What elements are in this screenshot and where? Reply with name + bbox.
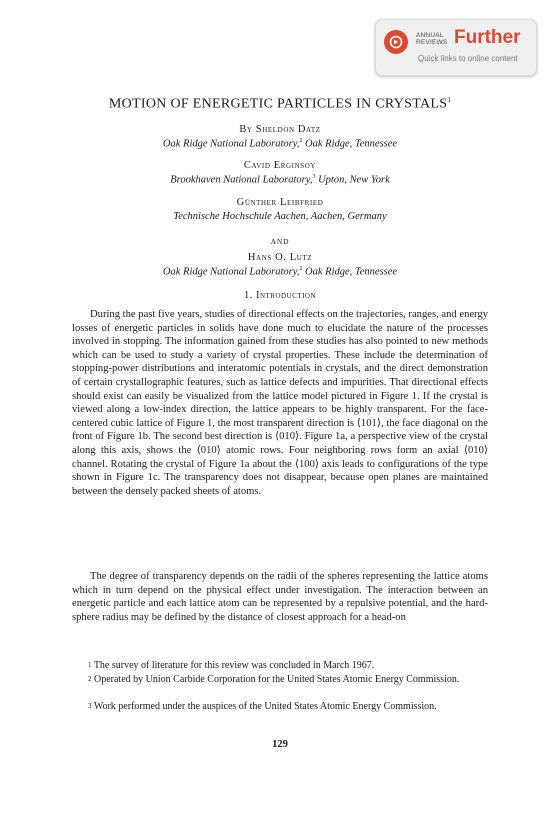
author-name: Günther Leibfried <box>236 197 324 208</box>
and-separator: AND <box>270 237 290 246</box>
author-name: Hans O. Lutz <box>247 252 313 263</box>
footnote <box>72 673 488 686</box>
section-heading: 1. Introduction <box>243 290 317 301</box>
footnote-mark: 3 <box>88 702 92 710</box>
author-name: By Sheldon Datz <box>239 124 321 135</box>
badge-publisher-bottom: REVIEWS <box>416 39 448 46</box>
badge-publisher <box>416 32 447 46</box>
badge-tagline[interactable]: Quick links to online content <box>418 54 518 63</box>
article-title-text: MOTION OF ENERGETIC PARTICLES IN CRYSTALS <box>108 96 448 112</box>
badge-brand: Further <box>454 27 521 48</box>
footnote-mark: 2 <box>88 675 92 683</box>
author-affiliation: Brookhaven National Laboratory,$^3$ Upton, New York <box>170 174 390 186</box>
body-paragraph: During the past five years, studies of directional effects on the trajectories, ranges, and energy losses of energetic particles in solids have done much to elucidate the nature of the processes involved in stopping. The information gained from these studies has also pointed to new methods which can be used to study a variety of crystal properties. These include the determination of stopping-power distributions and interatomic potentials in crystals, and the direct demonstration of certain crystallographic features, such as lattice defects and impurities. That directional effects should exist can easily be visualized from the lattice model pictured in Figure 1. If the crystal is viewed along a low-index direction, the lattice appears to be highly transparent. For the face-centered cubic lattice of Figure 1, the most transparent direction is ⟨101⟩, the face diagonal on the front of Figure 1b. The second best direction is ⟨010⟩. Figure 1a, a perspective view of the crystal along this axis, shows the ⟨010⟩ atomic rows. Four neighboring rows form an axial ⟨010⟩ channel. Rotating the crystal of Figure 1a about the ⟨100⟩ axis leads to configurations of the type shown in Figure 1c. The transparency does not disappear, because open planes are maintained between the densely packed sheets of atoms. <box>72 309 488 497</box>
footnote <box>72 659 488 672</box>
annual-reviews-further-badge[interactable] <box>375 19 537 76</box>
article-title <box>0 96 560 113</box>
further-logo-icon <box>384 30 408 54</box>
author-affiliation: Oak Ridge National Laboratory,$^2$ Oak Ridge, Tennessee <box>162 138 398 150</box>
footnote <box>72 700 488 713</box>
footnote-mark: 1 <box>88 661 92 669</box>
author-affiliation: Oak Ridge National Laboratory,$^2$ Oak Ridge, Tennessee <box>162 266 398 278</box>
footnote-text: Work performed under the auspices of the United States Atomic Energy Commission. <box>93 701 437 712</box>
page-number: 129 <box>272 739 288 750</box>
body-paragraph: The degree of transparency depends on the radii of the spheres representing the lattice atoms which in turn depend on the physical effect under investigation. The interaction between an energetic particle and each lattice atom can be represented by a repulsive potential, and the hard-sphere radius may be defined by the distance of closest approach for a head-on <box>72 571 488 623</box>
badge-publisher-top: ANNUAL <box>416 32 444 39</box>
footnote-text: Operated by Union Carbide Corporation for the United States Atomic Energy Commission. <box>94 674 460 685</box>
footnote-text: The survey of literature for this review was concluded in March 1967. <box>93 660 375 671</box>
author-affiliation: Technische Hochschule Aachen, Aachen, Germany <box>173 211 387 222</box>
author-name: Cavid Erginsoy <box>243 160 317 171</box>
title-footnote-mark: 1 <box>447 96 452 104</box>
